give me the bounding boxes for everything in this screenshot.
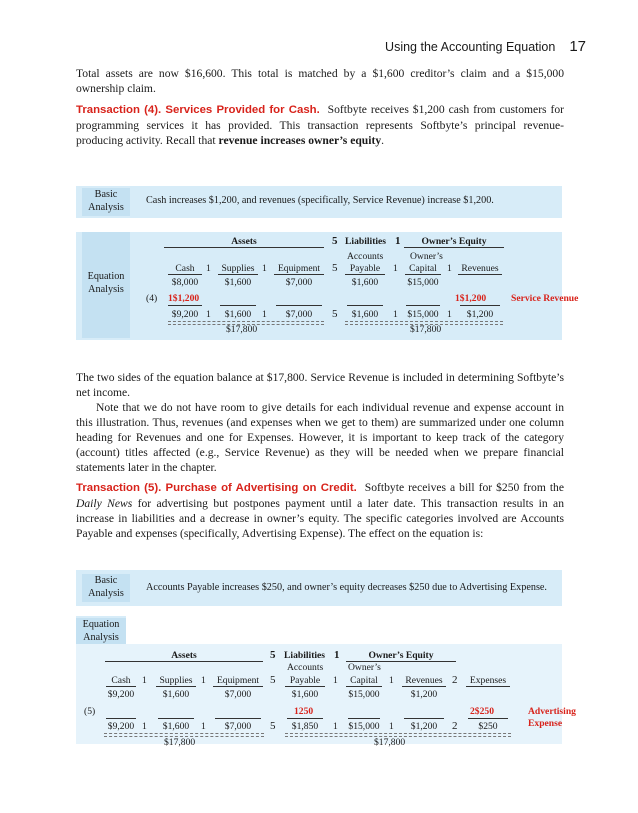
sum-line-2b (158, 718, 194, 719)
paragraph-total-assets: Total assets are now $16,600. This total is matched by a $1,600 creditor’s claim and a $15,000 ownership claim. (76, 67, 564, 95)
new-equipment-1: $7,000 (285, 309, 313, 320)
bal-supplies-2: $1,600 (162, 689, 190, 700)
col-cash-2: Cash (106, 675, 136, 687)
total-right-1: $17,800 (410, 324, 442, 335)
tx5-expense-note: Expense (528, 718, 563, 729)
sum-line-2g (468, 718, 508, 719)
plus-2c: 1 (333, 675, 338, 686)
col-revenues-2: Revenues (402, 675, 446, 687)
transaction-5-text2: for advertising but postpones payment until a later date. This transaction results in an increase in liabilities and a decrease in owner’s equity. The specific categories involved are Accounts Payable and expenses (specifically, Advertising Expense). The effect on the equation is: (76, 497, 564, 540)
col-capital-2: Capital (346, 675, 382, 687)
tx5-expense: 2$250 (470, 706, 494, 717)
new-supplies-2: $1,600 (162, 721, 190, 732)
sum-line-1b (220, 305, 256, 306)
plus-2f: 1 (201, 721, 206, 732)
col-capital-1: Capital (405, 263, 441, 275)
basic-analysis-band-2 (76, 570, 562, 606)
bal-capital-1: $15,000 (407, 277, 439, 288)
owners-equity-heading-1: Owner’s Equity (404, 236, 504, 248)
plus-2a: 1 (142, 675, 147, 686)
transaction-4-bold: revenue increases owner’s equity (218, 134, 382, 147)
transaction-5-italic: Daily News (76, 497, 133, 510)
col-expenses-2: Expenses (466, 675, 510, 687)
transaction-5-heading: Transaction (5). Purchase of Advertising on Credit. (76, 482, 357, 494)
plus-1b: 1 (262, 263, 267, 274)
sum-line-2c (215, 718, 261, 719)
liabilities-heading-1: Liabilities (345, 236, 387, 247)
owners-equity-heading-2: Owner’s Equity (346, 650, 456, 662)
basic-analysis-text-2: Accounts Payable increases $250, and owner’s equity decreases $250 due to Advertising Expense. (146, 582, 547, 593)
col-equipment-2: Equipment (213, 675, 263, 687)
equation-analysis-label-1: Equation Analysis (82, 232, 130, 338)
tx4-revenue: 1$1,200 (455, 293, 487, 304)
page-header (385, 38, 586, 55)
tx4-service-revenue-note: Service Revenue (511, 293, 579, 304)
col-payable-1: Payable (345, 263, 385, 275)
bal-equipment-2: $7,000 (224, 689, 252, 700)
equals-1b: 5 (332, 262, 338, 274)
plus-1g: 1 (393, 309, 398, 320)
new-cash-2: $9,200 (107, 721, 135, 732)
plus-2e: 1 (142, 721, 147, 732)
equals-sign-1: 5 (332, 235, 338, 247)
plus-1h: 1 (447, 309, 452, 320)
basic-analysis-label-2: Basic Analysis (82, 574, 130, 602)
bal-cash-1: $8,000 (171, 277, 199, 288)
tx4-cash: 1$1,200 (168, 293, 200, 304)
owners-label-1: Owner’s (410, 251, 443, 262)
sum-line-1f (460, 305, 500, 306)
col-payable-2: Payable (285, 675, 325, 687)
accounts-label-2: Accounts (287, 662, 324, 673)
equation-analysis-band-2 (76, 616, 126, 644)
plus-sign-1: 1 (395, 235, 401, 247)
plus-1c: 1 (393, 263, 398, 274)
assets-heading-2: Assets (105, 650, 263, 662)
transaction-4-end: . (381, 134, 385, 147)
liabilities-heading-2: Liabilities (284, 650, 326, 661)
sum-line-2a (106, 718, 136, 719)
transaction-4-text: Softbyte receives $1,200 cash from customers for programming services it has provided. This transaction represents Softbyte’s principal revenue-producing activity. Recall that (76, 103, 565, 147)
bal-capital-2: $15,000 (348, 689, 380, 700)
plus-1d: 1 (447, 263, 452, 274)
tx-number-5: (5) (84, 706, 96, 717)
new-expenses-2: $250 (478, 721, 498, 732)
paragraph-transaction-4 (76, 102, 564, 148)
equation-analysis-label-2: Equation Analysis (76, 618, 126, 644)
plus-2b: 1 (201, 675, 206, 686)
header-title: Using the Accounting Equation (385, 40, 556, 54)
new-capital-1: $15,000 (407, 309, 439, 320)
sum-line-1c (276, 305, 322, 306)
total-left-1: $17,800 (226, 324, 258, 335)
new-equipment-2: $7,000 (224, 721, 252, 732)
plus-sign-2: 1 (334, 649, 340, 661)
sum-line-2f (404, 718, 444, 719)
bal-payable-1: $1,600 (351, 277, 379, 288)
total-right-2: $17,800 (374, 737, 406, 748)
new-supplies-1: $1,600 (224, 309, 252, 320)
col-cash-1: Cash (168, 263, 202, 275)
bal-equipment-1: $7,000 (285, 277, 313, 288)
col-revenues-1: Revenues (458, 263, 502, 275)
new-revenues-1: $1,200 (466, 309, 494, 320)
owners-label-2: Owner’s (348, 662, 381, 673)
bal-cash-2: $9,200 (107, 689, 135, 700)
plus-2g: 1 (333, 721, 338, 732)
sum-line-2e (348, 718, 380, 719)
tx5-payable: 1250 (294, 706, 314, 717)
assets-heading-1: Assets (164, 236, 324, 248)
new-capital-2: $15,000 (348, 721, 380, 732)
basic-analysis-text-1: Cash increases $1,200, and revenues (specifically, Service Revenue) increase $1,200. (146, 195, 494, 206)
sum-line-1e (406, 305, 440, 306)
plus-2d: 1 (389, 675, 394, 686)
equals-sign-2: 5 (270, 649, 276, 661)
accounts-label-1: Accounts (347, 251, 384, 262)
paragraph-note: Note that we do not have room to give details for each individual revenue and expense account in this illustration. Thus, revenues (and expenses when we get to them) are summarized under one column heading for Revenues and one for Expenses. However, it is important to keep track of the category (account) titles affected (e.g., Service Revenue) as they will be needed when we prepare financial statements later in the chapter. (76, 401, 564, 474)
plus-1f: 1 (262, 309, 267, 320)
sum-line-2d (287, 718, 323, 719)
tx5-advertising-note: Advertising (528, 706, 576, 717)
tx-number-4: (4) (146, 293, 158, 304)
plus-2h: 1 (389, 721, 394, 732)
basic-analysis-label-1: Basic Analysis (82, 188, 130, 216)
new-revenues-2: $1,200 (410, 721, 438, 732)
equals-2c: 5 (270, 720, 276, 732)
basic-analysis-band-1 (76, 186, 562, 218)
new-cash-1: $9,200 (171, 309, 199, 320)
equals-1c: 5 (332, 308, 338, 320)
minus-2a: 2 (452, 674, 458, 686)
minus-2b: 2 (452, 720, 458, 732)
page-number: 17 (569, 38, 586, 55)
sum-line-1d (347, 305, 383, 306)
paragraph-transaction-5 (76, 480, 564, 541)
total-left-2: $17,800 (164, 737, 196, 748)
col-supplies-2: Supplies (156, 675, 196, 687)
transaction-5-text1: Softbyte receives a bill for $250 from the (364, 481, 564, 494)
col-supplies-1: Supplies (218, 263, 258, 275)
new-payable-1: $1,600 (351, 309, 379, 320)
bal-supplies-1: $1,600 (224, 277, 252, 288)
col-equipment-1: Equipment (274, 263, 324, 275)
transaction-4-heading: Transaction (4). Services Provided for Cash. (76, 104, 320, 116)
new-payable-2: $1,850 (291, 721, 319, 732)
equals-2b: 5 (270, 674, 276, 686)
sum-line-1a (168, 305, 202, 306)
bal-revenues-2: $1,200 (410, 689, 438, 700)
plus-1a: 1 (206, 263, 211, 274)
bal-payable-2: $1,600 (291, 689, 319, 700)
plus-1e: 1 (206, 309, 211, 320)
paragraph-balance: The two sides of the equation balance at $17,800. Service Revenue is included in determining Softbyte’s net income. (76, 371, 564, 399)
